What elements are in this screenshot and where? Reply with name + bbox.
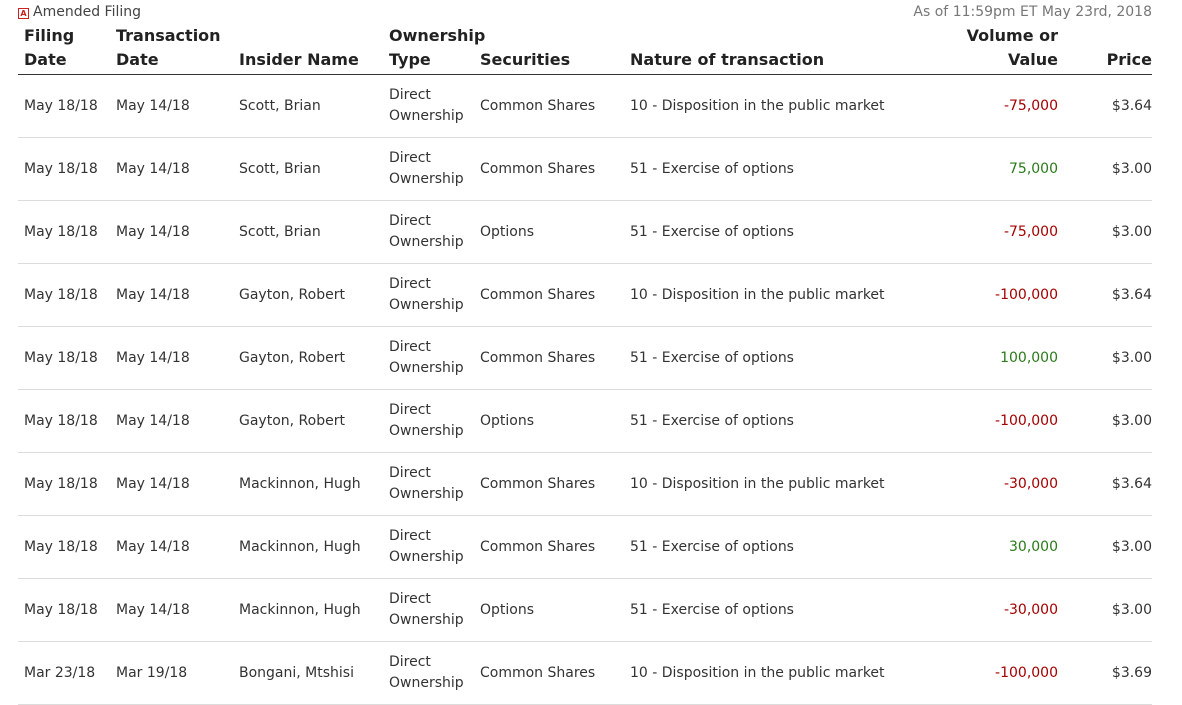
transaction-date-cell: May 14/18 [110, 264, 233, 327]
securities-cell: Common Shares [474, 327, 624, 390]
filing-date-cell: May 18/18 [18, 516, 110, 579]
volume-cell: -75,000 [934, 75, 1058, 138]
securities-cell: Common Shares [474, 138, 624, 201]
table-row[interactable] [18, 390, 1152, 453]
filing-date-cell: Mar 23/18 [18, 642, 110, 705]
transaction-date-cell: May 14/18 [110, 579, 233, 642]
col-volume[interactable]: Volume or Value [934, 24, 1058, 75]
nature-cell: 51 - Exercise of options [624, 579, 934, 642]
insider-name-cell: Bongani, Mtshisi [233, 642, 383, 705]
table-row[interactable] [18, 264, 1152, 327]
filing-date-cell: May 18/18 [18, 138, 110, 201]
col-insider-name[interactable]: Insider Name [233, 24, 383, 75]
transaction-date-cell: May 14/18 [110, 327, 233, 390]
insider-name-cell: Mackinnon, Hugh [233, 516, 383, 579]
table-row[interactable] [18, 327, 1152, 390]
volume-cell: 100,000 [934, 327, 1058, 390]
ownership-type-cell: Direct Ownership [383, 390, 474, 453]
table-row[interactable] [18, 201, 1152, 264]
ownership-type-cell: Direct Ownership [383, 516, 474, 579]
col-filing-date[interactable]: Filing Date [18, 24, 110, 75]
price-cell: $3.64 [1058, 453, 1152, 516]
col-transaction-date[interactable]: Transaction Date [110, 24, 233, 75]
filing-date-cell: May 18/18 [18, 327, 110, 390]
ownership-type-cell: Direct Ownership [383, 138, 474, 201]
ownership-type-cell: Direct Ownership [383, 453, 474, 516]
ownership-type-cell: Direct Ownership [383, 642, 474, 705]
filing-date-cell: May 18/18 [18, 579, 110, 642]
col-securities[interactable]: Securities [474, 24, 624, 75]
ownership-type-cell: Direct Ownership [383, 579, 474, 642]
volume-cell: 75,000 [934, 138, 1058, 201]
securities-cell: Common Shares [474, 75, 624, 138]
volume-cell: -100,000 [934, 642, 1058, 705]
price-cell: $3.69 [1058, 642, 1152, 705]
volume-cell: -75,000 [934, 201, 1058, 264]
securities-cell: Options [474, 390, 624, 453]
filing-date-cell: May 18/18 [18, 453, 110, 516]
col-price[interactable]: Price [1058, 24, 1152, 75]
table-row[interactable] [18, 642, 1152, 705]
nature-cell: 10 - Disposition in the public market [624, 264, 934, 327]
insider-name-cell: Gayton, Robert [233, 327, 383, 390]
price-cell: $3.00 [1058, 579, 1152, 642]
filing-date-cell: May 18/18 [18, 201, 110, 264]
price-cell: $3.00 [1058, 138, 1152, 201]
table-row[interactable] [18, 453, 1152, 516]
insider-name-cell: Scott, Brian [233, 138, 383, 201]
securities-cell: Common Shares [474, 453, 624, 516]
volume-cell: -30,000 [934, 453, 1058, 516]
table-row[interactable] [18, 516, 1152, 579]
price-cell: $3.00 [1058, 390, 1152, 453]
table-row[interactable] [18, 138, 1152, 201]
table-row[interactable] [18, 579, 1152, 642]
transaction-date-cell: May 14/18 [110, 201, 233, 264]
securities-cell: Options [474, 201, 624, 264]
filing-date-cell: May 18/18 [18, 390, 110, 453]
price-cell: $3.64 [1058, 264, 1152, 327]
amended-filing-legend [18, 4, 141, 20]
amended-filing-label: Amended Filing [33, 4, 142, 20]
securities-cell: Options [474, 579, 624, 642]
table-toolbar [18, 4, 1152, 24]
insider-name-cell: Scott, Brian [233, 75, 383, 138]
nature-cell: 51 - Exercise of options [624, 201, 934, 264]
nature-cell: 51 - Exercise of options [624, 516, 934, 579]
table-row[interactable] [18, 75, 1152, 138]
ownership-type-cell: Direct Ownership [383, 327, 474, 390]
filing-date-cell: May 18/18 [18, 264, 110, 327]
insider-name-cell: Gayton, Robert [233, 264, 383, 327]
price-cell: $3.00 [1058, 516, 1152, 579]
nature-cell: 51 - Exercise of options [624, 138, 934, 201]
amended-filing-icon: A [18, 8, 29, 19]
transaction-date-cell: May 14/18 [110, 390, 233, 453]
transaction-date-cell: May 14/18 [110, 138, 233, 201]
volume-cell: -30,000 [934, 579, 1058, 642]
price-cell: $3.64 [1058, 75, 1152, 138]
price-cell: $3.00 [1058, 201, 1152, 264]
nature-cell: 51 - Exercise of options [624, 327, 934, 390]
insider-name-cell: Mackinnon, Hugh [233, 579, 383, 642]
volume-cell: -100,000 [934, 264, 1058, 327]
volume-cell: -100,000 [934, 390, 1058, 453]
ownership-type-cell: Direct Ownership [383, 264, 474, 327]
volume-cell: 30,000 [934, 516, 1058, 579]
securities-cell: Common Shares [474, 516, 624, 579]
transaction-date-cell: May 14/18 [110, 516, 233, 579]
col-ownership-type[interactable]: Ownership Type [383, 24, 474, 75]
nature-cell: 10 - Disposition in the public market [624, 642, 934, 705]
transaction-date-cell: May 14/18 [110, 453, 233, 516]
securities-cell: Common Shares [474, 264, 624, 327]
nature-cell: 10 - Disposition in the public market [624, 75, 934, 138]
securities-cell: Common Shares [474, 642, 624, 705]
insider-name-cell: Gayton, Robert [233, 390, 383, 453]
filing-date-cell: May 18/18 [18, 75, 110, 138]
insider-transactions-table [18, 24, 1152, 705]
as-of-timestamp: As of 11:59pm ET May 23rd, 2018 [913, 4, 1152, 20]
nature-cell: 10 - Disposition in the public market [624, 453, 934, 516]
ownership-type-cell: Direct Ownership [383, 201, 474, 264]
insider-name-cell: Mackinnon, Hugh [233, 453, 383, 516]
transaction-date-cell: May 14/18 [110, 75, 233, 138]
ownership-type-cell: Direct Ownership [383, 75, 474, 138]
price-cell: $3.00 [1058, 327, 1152, 390]
nature-cell: 51 - Exercise of options [624, 390, 934, 453]
table-header-row [18, 24, 1152, 75]
transaction-date-cell: Mar 19/18 [110, 642, 233, 705]
insider-name-cell: Scott, Brian [233, 201, 383, 264]
col-nature[interactable]: Nature of transaction [624, 24, 934, 75]
